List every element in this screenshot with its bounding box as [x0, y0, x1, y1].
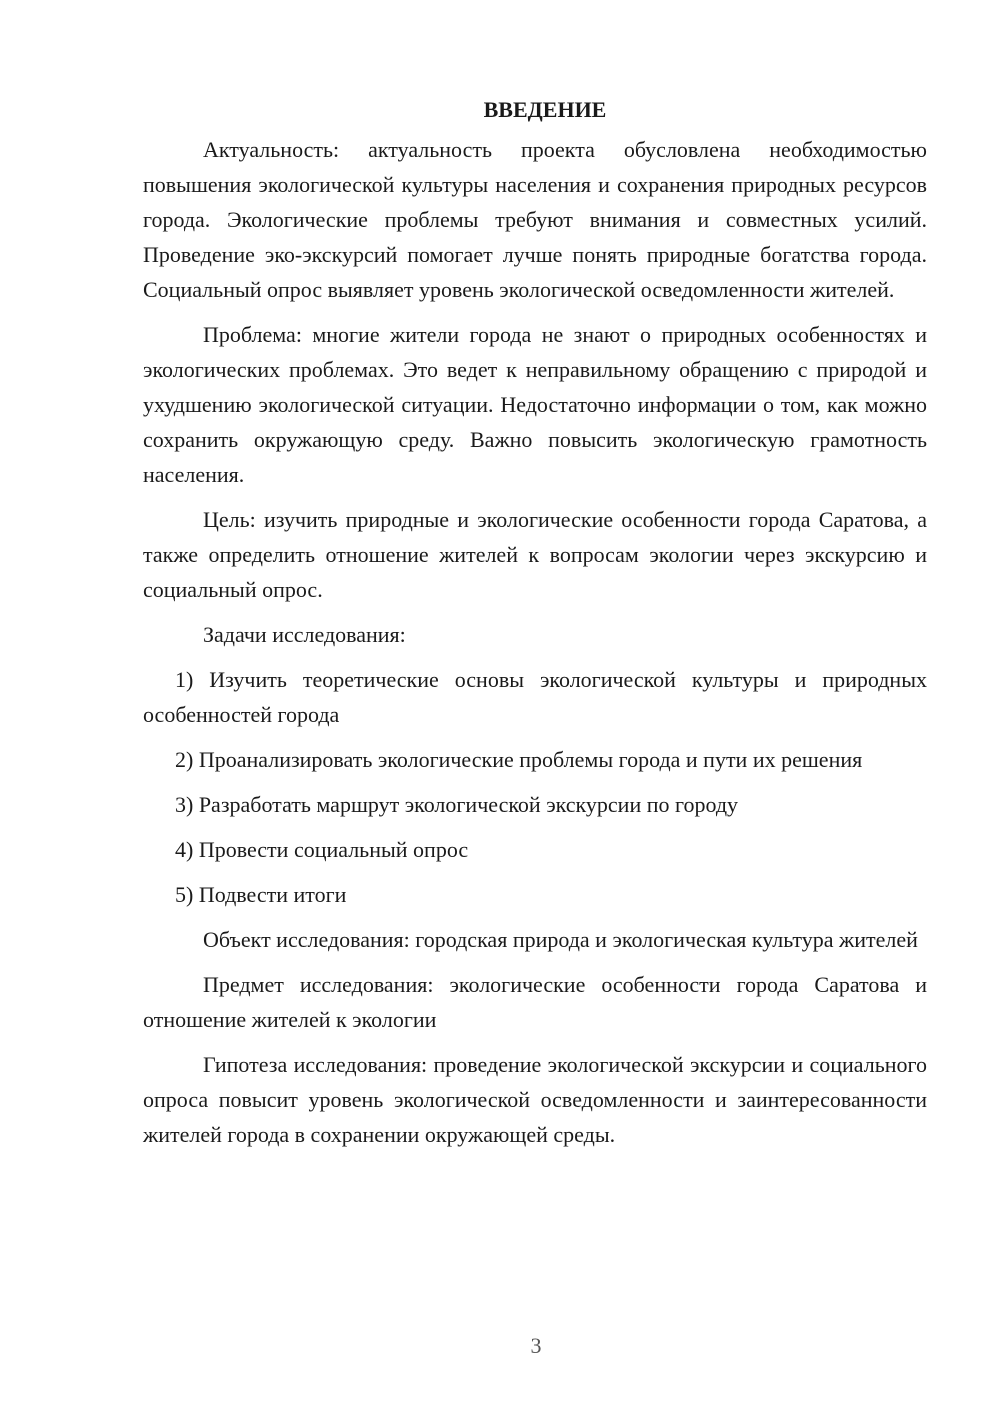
paragraph-problem: Проблема: многие жители города не знают о природных особенностях и экологических проблемах. Это ведет к неправильному обращению с природой и ухудшению экологической ситуации. Недостаточно информации о том, как можно сохранить окружающую среду. Важно повысить экологическую грамотность населения.	[143, 322, 927, 487]
paragraph-hypothesis: Гипотеза исследования: проведение экологической экскурсии и социального опроса повысит уровень экологической осведомленности и заинтересованности жителей города в сохранении окружающей среды.	[143, 1052, 927, 1147]
paragraph-relevance: Актуальность: актуальность проекта обусловлена необходимостью повышения экологической культуры населения и сохранения природных ресурсов города. Экологические проблемы требуют внимания и совместных усилий. Проведение эко-экскурсий помогает лучше понять природные богатства города. Социальный опрос выявляет уровень экологической осведомленности жителей.	[143, 137, 927, 302]
document-body	[143, 92, 927, 1162]
task-item-3: 3) Разработать маршрут экологической экскурсии по городу	[175, 792, 739, 817]
task-item-5: 5) Подвести итоги	[175, 882, 347, 907]
section-heading: ВВЕДЕНИЕ	[483, 97, 607, 122]
page-number: 3	[530, 1333, 542, 1358]
task-item-1: 1) Изучить теоретические основы экологической культуры и природных особенностей города	[143, 667, 927, 727]
task-item-2: 2) Проанализировать экологические проблемы города и пути их решения	[175, 747, 863, 772]
paragraph-object: Объект исследования: городская природа и экологическая культура жителей	[203, 927, 918, 952]
paragraph-tasks-intro: Задачи исследования:	[203, 622, 406, 647]
paragraph-goal: Цель: изучить природные и экологические особенности города Саратова, а также определить отношение жителей к вопросам экологии через экскурсию и социальный опрос.	[143, 507, 927, 602]
paragraph-subject: Предмет исследования: экологические особенности города Саратова и отношение жителей к экологии	[143, 972, 927, 1032]
task-item-4: 4) Провести социальный опрос	[175, 837, 469, 862]
